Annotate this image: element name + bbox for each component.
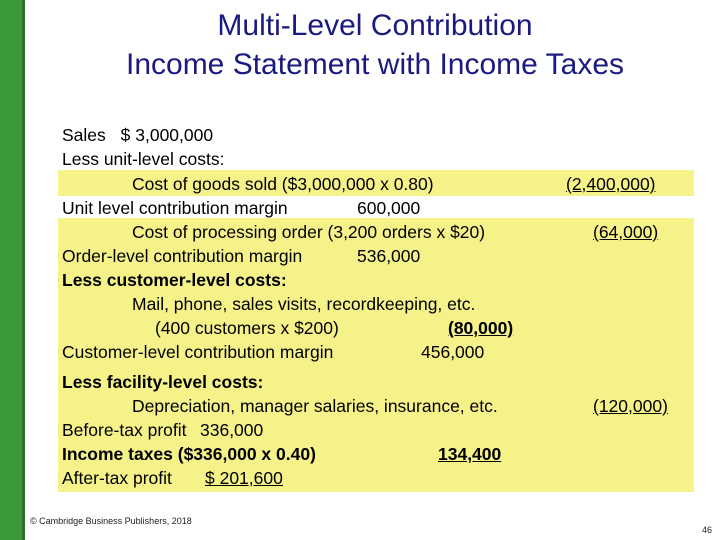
customer-costs-line2: (400 customers x $200) — [155, 318, 339, 338]
unit-margin-label: Unit level contribution margin — [62, 198, 288, 218]
cogs-label: Cost of goods sold ($3,000,000 x 0.80) — [132, 174, 434, 194]
title-line-1: Multi-Level Contribution — [217, 9, 533, 42]
after-tax-value: $ 201,600 — [205, 468, 283, 488]
sales-value: $ 3,000,000 — [120, 125, 214, 145]
side-accent-bar — [0, 0, 22, 540]
income-taxes-value: 134,400 — [438, 444, 502, 464]
less-unit-costs-heading: Less unit-level costs: — [62, 149, 225, 169]
order-margin-value: 536,000 — [357, 246, 421, 266]
before-tax-value: 336,000 — [200, 420, 264, 440]
customer-costs-line1: Mail, phone, sales visits, recordkeeping, etc. — [132, 294, 476, 314]
processing-value: (64,000) — [593, 222, 659, 242]
less-facility-costs-heading: Less facility-level costs: — [62, 372, 264, 392]
facility-costs-label: Depreciation, manager salaries, insurance, etc. — [132, 396, 498, 416]
customer-costs-value: (80,000) — [448, 318, 514, 338]
customer-margin-label: Customer-level contribution margin — [62, 342, 334, 362]
copyright-footer: © Cambridge Business Publishers, 2018 — [30, 516, 192, 526]
page-number: 46 — [702, 525, 713, 535]
sales-row — [62, 124, 213, 146]
order-margin-label: Order-level contribution margin — [62, 246, 303, 266]
slide-title — [30, 6, 720, 84]
side-accent-line — [22, 0, 25, 540]
processing-label: Cost of processing order (3,200 orders x $20) — [132, 222, 486, 242]
facility-costs-value: (120,000) — [593, 396, 668, 416]
cogs-value: (2,400,000) — [566, 174, 656, 194]
sales-label: Sales — [62, 125, 106, 145]
title-line-2: Income Statement with Income Taxes — [125, 48, 625, 81]
customer-margin-value: 456,000 — [421, 342, 485, 362]
less-customer-costs-heading: Less customer-level costs: — [62, 270, 287, 290]
income-taxes-label: Income taxes ($336,000 x 0.40) — [62, 444, 316, 464]
after-tax-label: After-tax profit — [62, 468, 172, 488]
unit-margin-value: 600,000 — [357, 198, 421, 218]
before-tax-label: Before-tax profit — [62, 420, 187, 440]
